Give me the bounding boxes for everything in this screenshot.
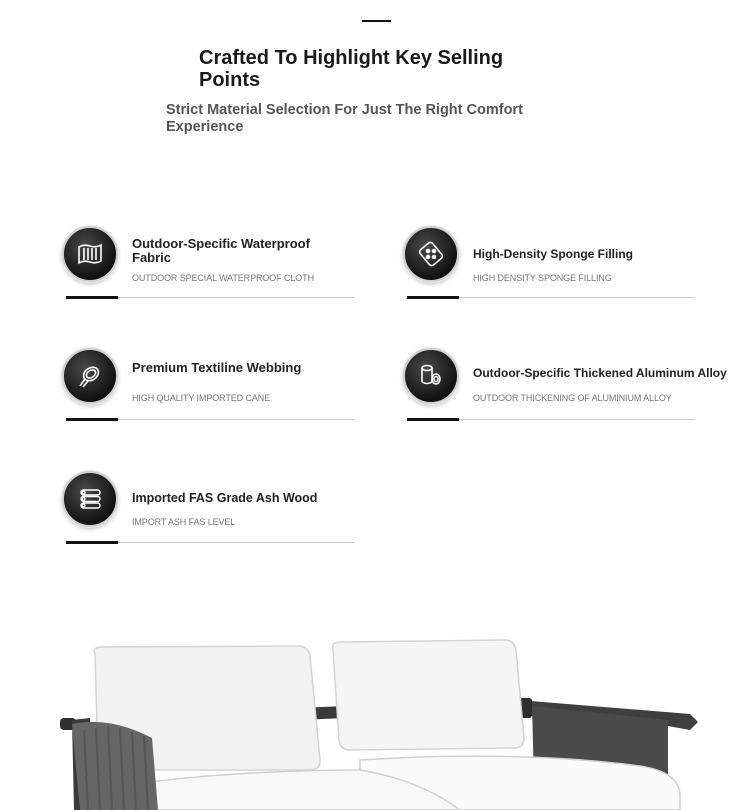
rope-coil-icon bbox=[62, 348, 118, 404]
section-title: Crafted To Highlight Key Selling Points bbox=[199, 47, 504, 91]
feature-title: Outdoor-Specific Waterproof Fabric bbox=[132, 236, 310, 265]
feature-subtitle: OUTDOOR SPECIAL WATERPROOF CLOTH bbox=[132, 273, 314, 283]
feature-textiline-webbing bbox=[62, 348, 354, 420]
feature-accent-bar bbox=[66, 418, 118, 421]
feature-ash-wood bbox=[62, 471, 354, 543]
feature-aluminum-alloy bbox=[403, 348, 727, 420]
feature-accent-bar bbox=[407, 296, 459, 299]
feature-subtitle: OUTDOOR THICKENING OF ALUMINIUM ALLOY bbox=[473, 393, 672, 403]
feature-title: High-Density Sponge Filling bbox=[473, 247, 633, 261]
wood-logs-icon bbox=[62, 471, 118, 527]
feature-title: Premium Textiline Webbing bbox=[132, 360, 302, 375]
sponge-icon bbox=[403, 226, 459, 282]
feature-subtitle: HIGH DENSITY SPONGE FILLING bbox=[473, 273, 612, 283]
aluminum-tube-icon bbox=[403, 348, 459, 404]
feature-subtitle: IMPORT ASH FAS LEVEL bbox=[132, 517, 236, 527]
feature-accent-bar bbox=[66, 541, 118, 544]
feature-accent-bar bbox=[407, 418, 459, 421]
sofa-product-image bbox=[0, 620, 750, 810]
feature-accent-bar bbox=[66, 296, 118, 299]
feature-subtitle: HIGH QUALITY IMPORTED CANE bbox=[132, 393, 271, 403]
section-subtitle: Strict Material Selection For Just The Right Comfort Experience bbox=[166, 102, 523, 135]
header-accent-rule bbox=[362, 20, 391, 22]
feature-sponge-filling bbox=[403, 226, 695, 298]
feature-waterproof-fabric bbox=[62, 226, 354, 298]
feature-title: Imported FAS Grade Ash Wood bbox=[132, 491, 318, 505]
fabric-roll-icon bbox=[62, 226, 118, 282]
feature-title: Outdoor-Specific Thickened Aluminum Alloy bbox=[473, 366, 727, 380]
